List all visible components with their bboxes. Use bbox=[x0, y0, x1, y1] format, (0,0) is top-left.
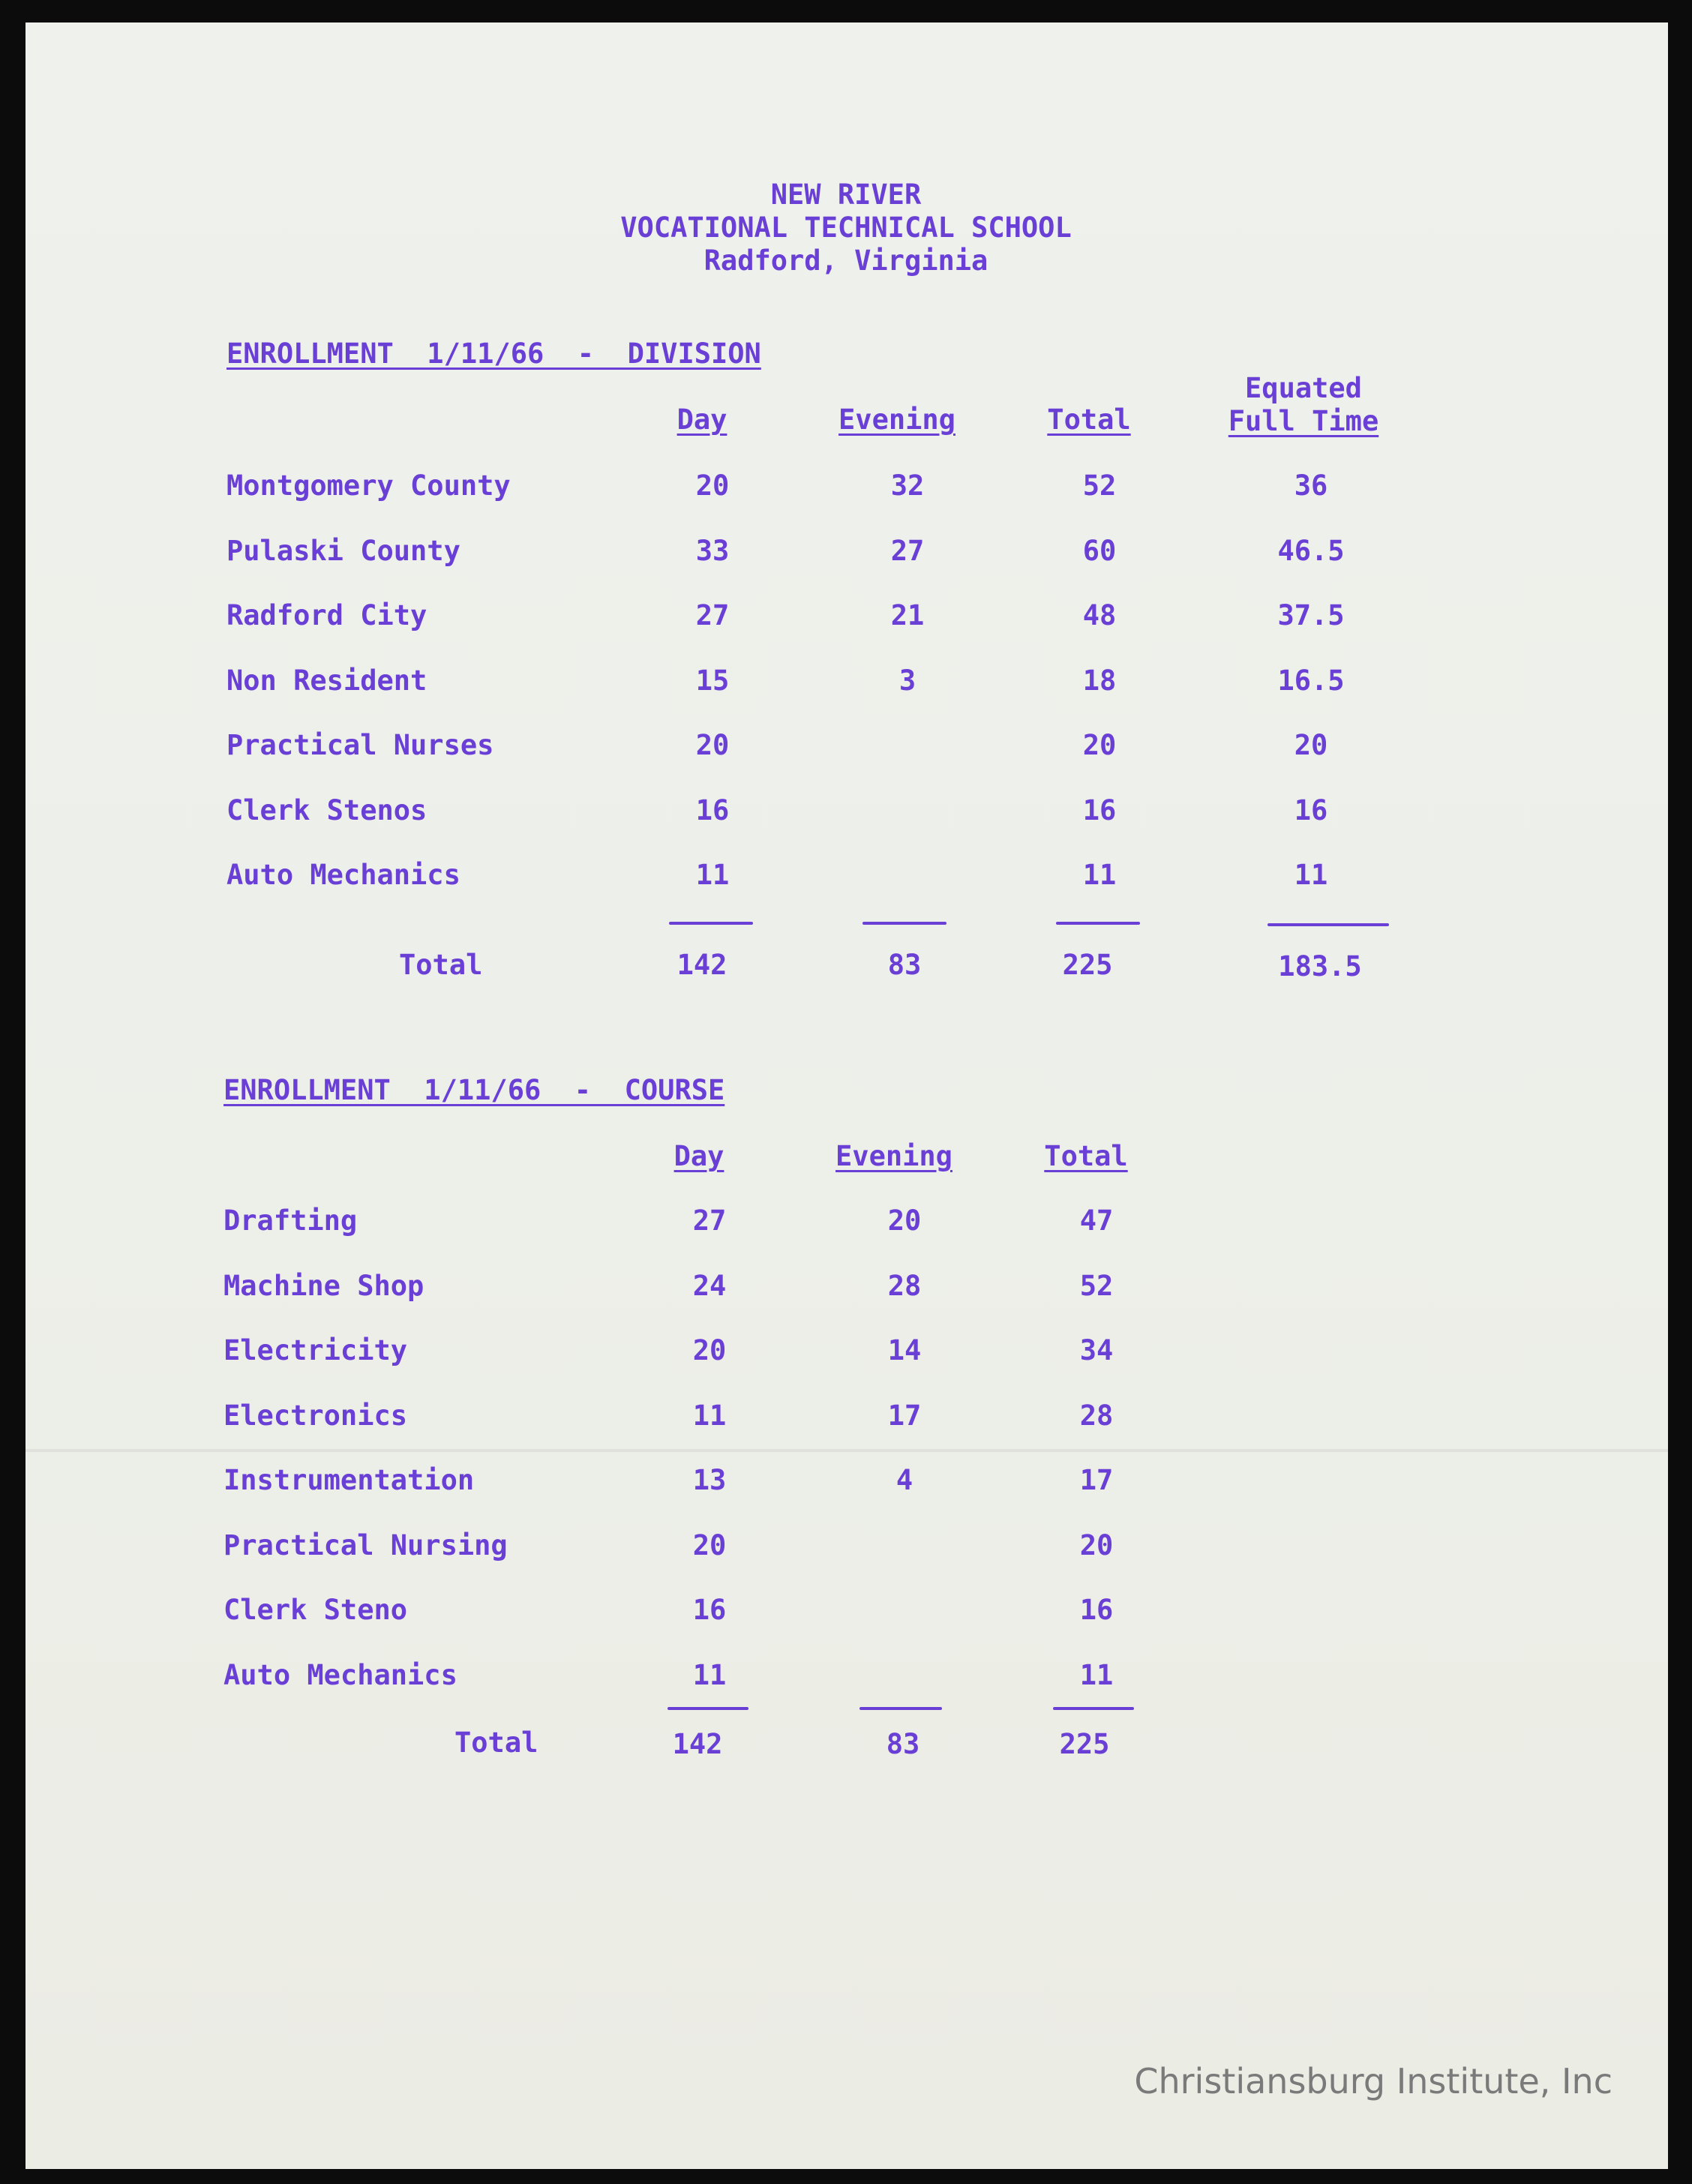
division-row-total-value: 16 bbox=[1082, 794, 1117, 826]
division-row-day-value: 16 bbox=[695, 794, 730, 826]
course-row-total-value: 16 bbox=[1079, 1594, 1114, 1626]
division-row-eft-value: 20 bbox=[1294, 729, 1328, 761]
division-row-name: Clerk Stenos bbox=[226, 794, 428, 826]
division-row-eft-value: 16.5 bbox=[1277, 664, 1345, 697]
school-name-line1: NEW RIVER bbox=[770, 178, 922, 211]
course-row-day-value: 20 bbox=[692, 1334, 727, 1366]
course-row-day-value: 24 bbox=[692, 1269, 727, 1302]
course-col-day: Day bbox=[674, 1140, 724, 1172]
course-row-name: Auto Mechanics bbox=[224, 1658, 458, 1691]
course-row-name: Electronics bbox=[224, 1399, 408, 1432]
course-row-name: Machine Shop bbox=[224, 1269, 424, 1302]
course-evening-total-rule bbox=[860, 1707, 942, 1710]
division-total-day: 142 bbox=[676, 949, 728, 981]
division-row-total-value: 52 bbox=[1082, 470, 1117, 502]
division-total-evening: 83 bbox=[887, 949, 922, 981]
division-row-day-value: 15 bbox=[695, 664, 730, 697]
course-row-evening-value: 17 bbox=[887, 1399, 922, 1432]
course-row-day-value: 13 bbox=[692, 1464, 727, 1496]
division-row-eft-value: 16 bbox=[1294, 794, 1328, 826]
division-row-eft-value: 46.5 bbox=[1277, 534, 1345, 567]
course-row-evening-value: 14 bbox=[887, 1334, 922, 1366]
division-row-evening-value: 27 bbox=[890, 534, 925, 567]
course-row-total-value: 28 bbox=[1079, 1399, 1114, 1432]
course-row-day-value: 27 bbox=[692, 1204, 727, 1237]
division-row-day-value: 20 bbox=[695, 470, 730, 502]
course-row-name: Practical Nursing bbox=[224, 1528, 508, 1562]
division-row-eft-value: 11 bbox=[1294, 859, 1328, 891]
course-row-day-value: 11 bbox=[692, 1658, 727, 1691]
course-row-total-value: 11 bbox=[1079, 1658, 1114, 1691]
course-row-day-value: 11 bbox=[692, 1399, 727, 1432]
course-col-evening: Evening bbox=[836, 1140, 952, 1172]
division-row-total-value: 11 bbox=[1082, 859, 1117, 891]
division-total-label: Total bbox=[399, 949, 483, 981]
course-row-evening-value: 20 bbox=[887, 1204, 922, 1237]
course-row-day-value: 20 bbox=[692, 1528, 727, 1562]
division-row-eft-value: 36 bbox=[1294, 470, 1328, 502]
course-section-title: ENROLLMENT 1/11/66 - COURSE bbox=[224, 1074, 725, 1106]
division-total-eft: 183.5 bbox=[1278, 950, 1362, 982]
division-day-total-rule bbox=[669, 922, 753, 925]
division-section-title: ENROLLMENT 1/11/66 - DIVISION bbox=[226, 338, 761, 370]
division-col-day: Day bbox=[676, 404, 728, 436]
course-row-evening-value: 4 bbox=[896, 1464, 914, 1496]
division-eft-total-rule bbox=[1268, 923, 1389, 926]
division-total-total-rule bbox=[1056, 922, 1140, 925]
course-row-total-value: 47 bbox=[1079, 1204, 1114, 1237]
course-total-total-rule bbox=[1053, 1707, 1134, 1710]
division-row-day-value: 33 bbox=[695, 534, 730, 567]
division-row-name: Practical Nurses bbox=[226, 729, 494, 761]
division-row-evening-value: 3 bbox=[898, 664, 916, 697]
division-row-day-value: 20 bbox=[695, 729, 730, 761]
division-row-name: Montgomery County bbox=[226, 470, 511, 502]
course-row-evening-value: 28 bbox=[887, 1269, 922, 1302]
division-total-total: 225 bbox=[1062, 949, 1113, 981]
division-evening-total-rule bbox=[862, 922, 946, 925]
course-row-day-value: 16 bbox=[692, 1594, 727, 1626]
course-total-evening: 83 bbox=[886, 1728, 920, 1760]
division-row-total-value: 18 bbox=[1082, 664, 1117, 697]
school-location: Radford, Virginia bbox=[704, 244, 988, 277]
division-col-total: Total bbox=[1047, 404, 1131, 436]
division-col-eft-line1: Equated bbox=[1245, 372, 1362, 404]
course-row-total-value: 17 bbox=[1079, 1464, 1114, 1496]
course-total-total: 225 bbox=[1059, 1728, 1110, 1760]
course-day-total-rule bbox=[668, 1707, 748, 1710]
division-row-day-value: 27 bbox=[695, 599, 730, 632]
division-row-name: Radford City bbox=[226, 599, 428, 632]
course-row-total-value: 34 bbox=[1079, 1334, 1114, 1366]
archive-watermark: Christiansburg Institute, Inc bbox=[1134, 2061, 1612, 2102]
school-name-line2: VOCATIONAL TECHNICAL SCHOOL bbox=[620, 212, 1072, 244]
division-col-evening: Evening bbox=[838, 404, 956, 436]
division-row-name: Auto Mechanics bbox=[226, 859, 460, 891]
course-total-label: Total bbox=[454, 1726, 538, 1759]
course-row-total-value: 20 bbox=[1079, 1528, 1114, 1562]
division-row-total-value: 20 bbox=[1082, 729, 1117, 761]
division-row-total-value: 48 bbox=[1082, 599, 1117, 632]
course-row-name: Clerk Steno bbox=[224, 1594, 408, 1626]
division-row-evening-value: 21 bbox=[890, 599, 925, 632]
division-row-eft-value: 37.5 bbox=[1277, 599, 1345, 632]
division-row-evening-value: 32 bbox=[890, 470, 925, 502]
course-row-name: Electricity bbox=[224, 1334, 408, 1366]
course-row-name: Instrumentation bbox=[224, 1464, 475, 1496]
course-row-name: Drafting bbox=[224, 1204, 358, 1237]
division-row-name: Pulaski County bbox=[226, 534, 460, 567]
division-row-day-value: 11 bbox=[695, 859, 730, 891]
division-col-eft-line2: Full Time bbox=[1228, 405, 1379, 437]
course-row-total-value: 52 bbox=[1079, 1269, 1114, 1302]
division-row-name: Non Resident bbox=[226, 664, 428, 697]
course-total-day: 142 bbox=[672, 1728, 723, 1760]
course-col-total: Total bbox=[1044, 1140, 1128, 1172]
paper-fold-line bbox=[26, 1449, 1668, 1452]
division-row-total-value: 60 bbox=[1082, 534, 1117, 567]
